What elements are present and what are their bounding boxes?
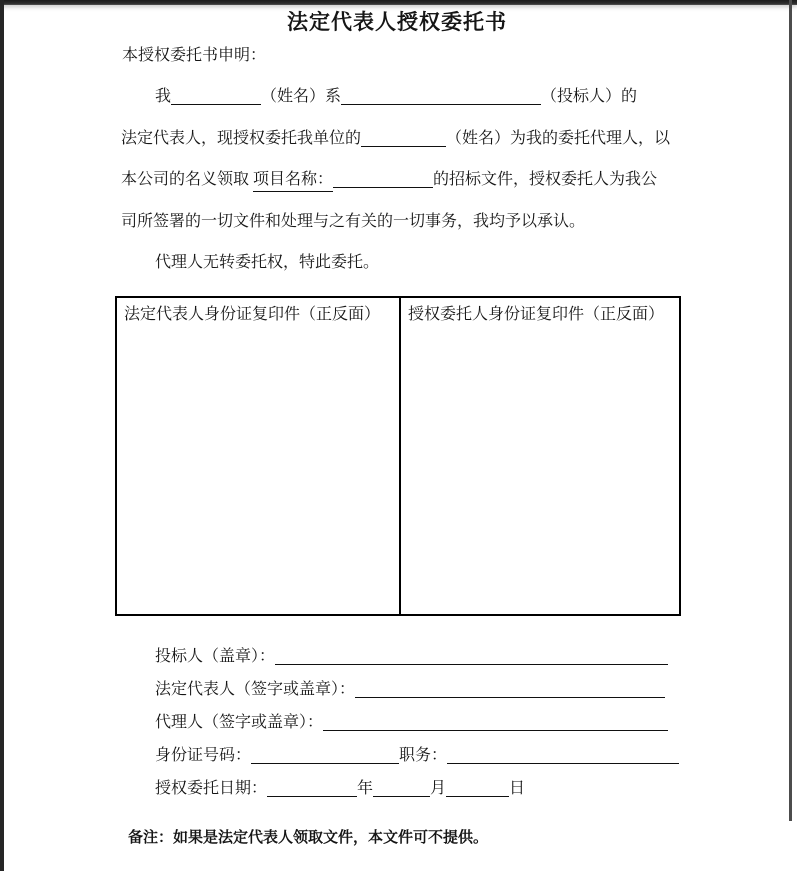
paragraph-line-4 (121, 201, 721, 243)
fill-blank-year (267, 779, 357, 797)
line5-text: 代理人无转委托权，特此委托。 (155, 254, 380, 271)
month-label: 月 (430, 780, 447, 797)
fill-blank-project-name (333, 170, 433, 188)
line1-pre-text: 我 (155, 88, 172, 105)
paragraph-line-1 (121, 76, 721, 118)
page-title: 法定代表人授权委托书 (287, 11, 507, 34)
fill-blank-agent-sign (323, 713, 668, 731)
fill-blank-name-1 (171, 87, 261, 105)
signature-line-agent (155, 706, 679, 739)
line4-text: 司所签署的一切文件和处理与之有关的一切事务，我均予以承认。 (121, 212, 586, 230)
id-number-label: 身份证号码： (155, 747, 252, 764)
date-label: 授权委托日期： (155, 780, 268, 797)
paragraph-line-5 (121, 242, 721, 284)
line1-post-text: （投标人）的 (541, 88, 638, 105)
line3-post-text: 的招标文件，授权委托人为我公 (433, 171, 658, 188)
agent-sign-label: 代理人（签字或盖章）： (155, 714, 324, 731)
legal-rep-sign-label: 法定代表人（签字或盖章）： (155, 681, 356, 698)
signature-line-date (155, 772, 679, 805)
body-paragraph (121, 76, 721, 284)
signature-block (155, 640, 679, 805)
page-right-edge (789, 0, 792, 821)
table-cell-agent-id: 授权委托人身份证复印件（正反面） (408, 306, 665, 323)
paragraph-line-3 (121, 159, 721, 201)
page-top-edge (0, 0, 797, 5)
fill-blank-id-number (251, 746, 399, 764)
signature-line-legal-rep (155, 673, 679, 706)
line3-pre-text: 本公司的名义领取 (121, 171, 254, 188)
year-label: 年 (357, 780, 374, 797)
day-label: 日 (509, 780, 526, 797)
fill-blank-legal-rep-sign (355, 680, 665, 698)
fill-blank-day (446, 779, 509, 797)
fill-blank-bidder (341, 87, 541, 105)
position-label: 职务： (399, 747, 448, 764)
page-left-edge (0, 0, 4, 871)
fill-blank-position (447, 746, 679, 764)
fill-blank-bidder-seal (275, 647, 668, 665)
bidder-seal-label: 投标人（盖章）： (155, 648, 276, 665)
table-cell-legal-rep-id: 法定代表人身份证复印件（正反面） (117, 298, 401, 614)
fill-blank-name-2 (361, 129, 446, 147)
line2-pre-text: 法定代表人，现授权委托我单位的 (121, 129, 362, 147)
line1-mid-text: （姓名）系 (261, 88, 342, 105)
line2-post-text: （姓名）为我的委托代理人，以 (446, 129, 671, 147)
paragraph-line-2 (121, 118, 721, 160)
fill-blank-month (373, 779, 430, 797)
declaration-text: 本授权委托书申明： (122, 47, 267, 64)
signature-line-bidder (155, 640, 679, 673)
remark-text: 备注：如果是法定代表人领取文件，本文件可不提供。 (128, 829, 489, 846)
id-copy-table (115, 296, 681, 616)
signature-line-id-position (155, 739, 679, 772)
project-name-label: 项目名称： (253, 171, 333, 192)
